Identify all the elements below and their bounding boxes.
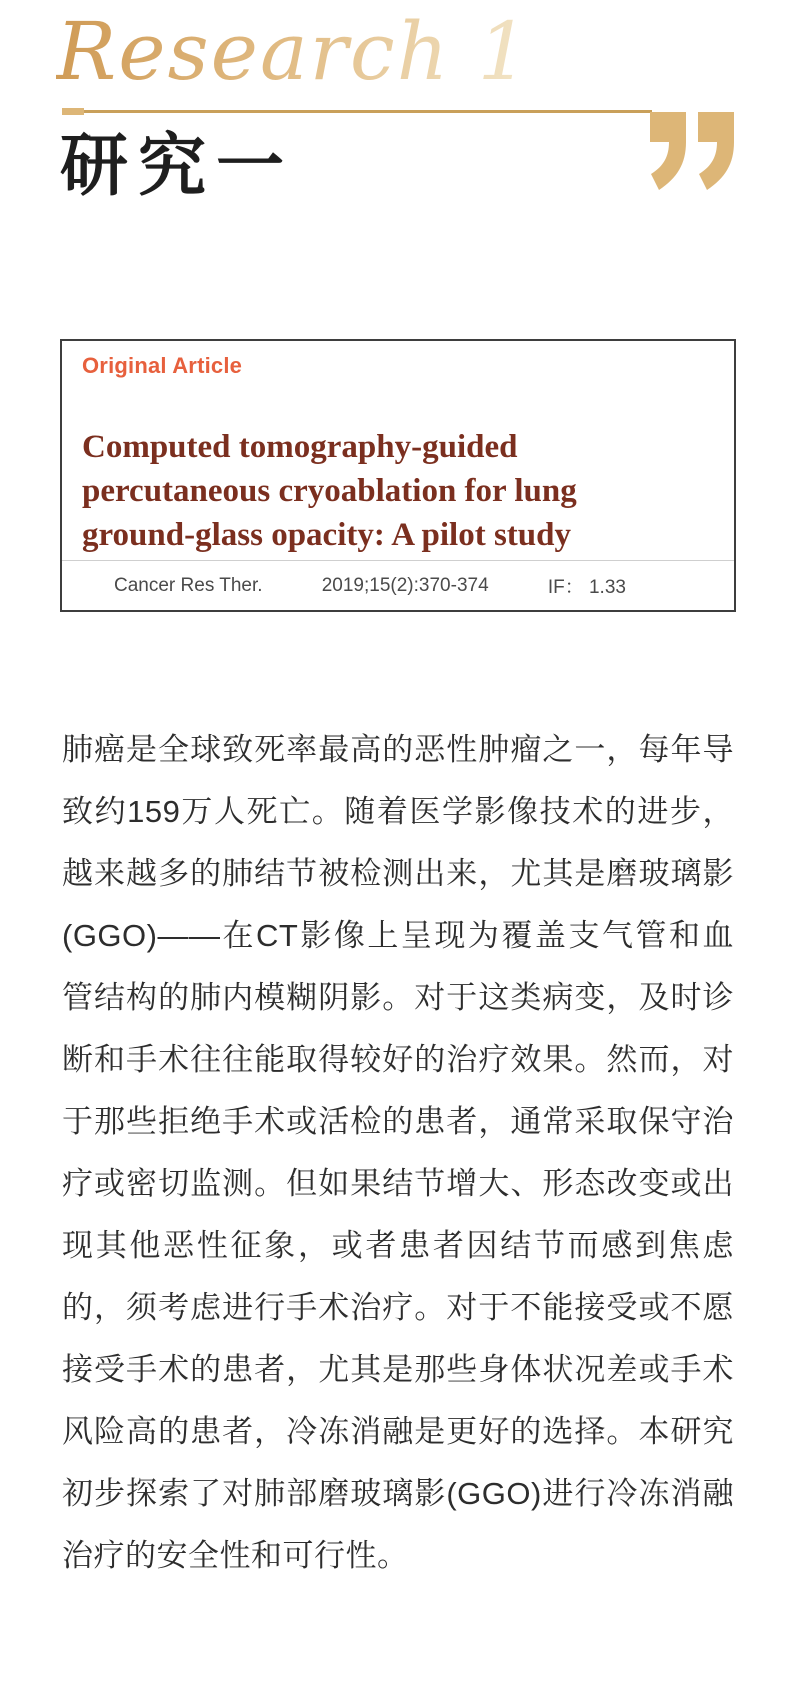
article-tag: Original Article xyxy=(82,353,243,378)
citation-row xyxy=(62,560,734,610)
gold-rule xyxy=(62,110,652,113)
paper-title-line: percutaneous cryoablation for lung xyxy=(82,473,577,509)
impact-factor: IF： 1.33 xyxy=(547,577,626,598)
paper-title xyxy=(82,425,714,557)
quote-icon xyxy=(650,112,740,190)
paper-title-line: Computed tomography-guided xyxy=(82,429,518,465)
section-title-cn: 研究一 xyxy=(60,126,295,206)
journal-name: Cancer Res Ther. xyxy=(114,574,263,596)
research-script-title: Research 1 xyxy=(56,5,531,98)
paper-title-line: ground-glass opacity: A pilot study xyxy=(82,517,572,553)
article-card xyxy=(60,339,736,612)
citation-numbers: 2019;15(2):370-374 xyxy=(321,574,489,596)
rule-accent-square xyxy=(62,108,84,115)
body-paragraph: 肺癌是全球致死率最高的恶性肿瘤之一，每年导致约159万人死亡。随着医学影像技术的进步，越来越多的肺结节被检测出来，尤其是磨玻璃影(GGO)——在CT影像上呈现为覆盖支气管和血管结构的肺内模糊阴影。对于这类病变，及时诊断和手术往往能取得较好的治疗效果。然而，对于那些拒绝手术或活检的患者，通常采取保守治疗或密切监测。但如果结节增大、形态改变或出现其他恶性征象，或者患者因结节而感到焦虑的，须考虑进行手术治疗。对于不能接受或不愿接受手术的患者，尤其是那些身体状况差或手术风险高的患者，冷冻消融是更好的选择。本研究初步探索了对肺部磨玻璃影(GGO)进行冷冻消融治疗的安全性和可行性。 xyxy=(62,732,734,1573)
